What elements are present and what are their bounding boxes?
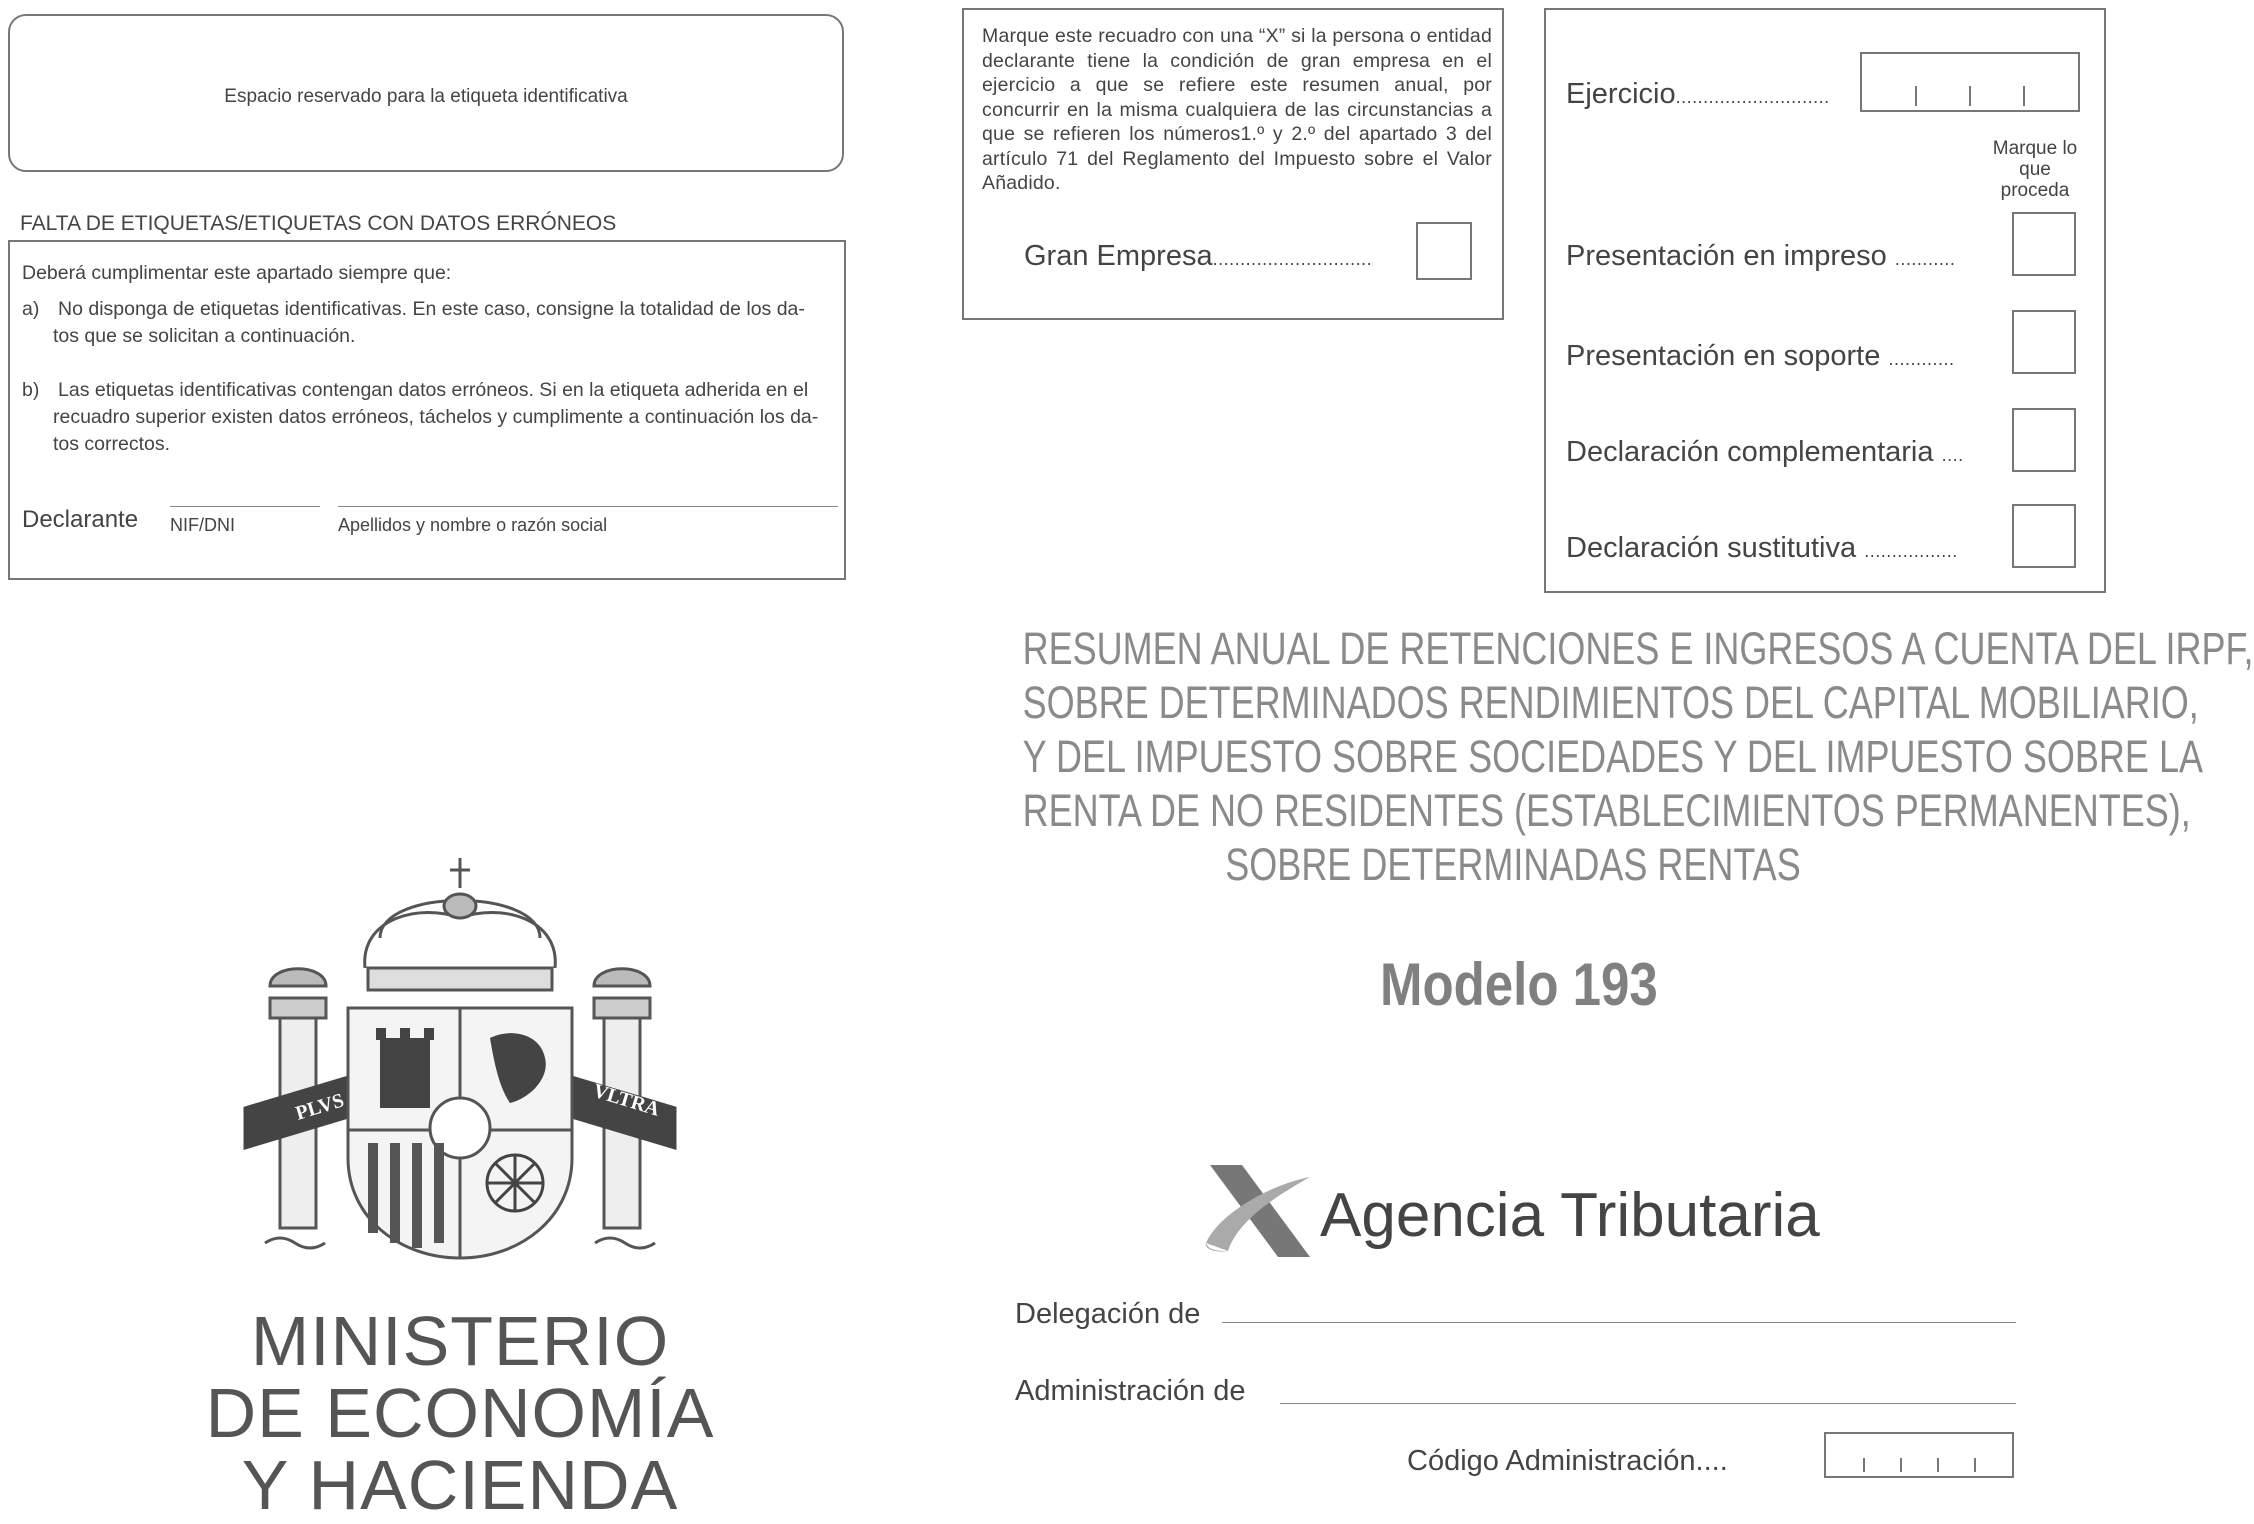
- delegacion-input[interactable]: [1222, 1322, 2016, 1323]
- option-impreso-label: Presentación en impreso: [1566, 240, 1887, 272]
- administracion-input[interactable]: [1280, 1403, 2016, 1404]
- motto-left: PLVS: [293, 1089, 347, 1125]
- option-sustitutiva-label: Declaración sustitutiva: [1566, 532, 1857, 564]
- item-a-line2: tos que se solicitan a continuación.: [53, 325, 356, 347]
- option-complementaria-checkbox[interactable]: [2012, 408, 2076, 472]
- option-sustitutiva-checkbox[interactable]: [2012, 504, 2076, 568]
- item-b-line3: tos correctos.: [53, 433, 171, 455]
- codigo-input[interactable]: [1824, 1432, 2014, 1478]
- codigo-dots: ....: [1695, 1445, 1728, 1477]
- nif-label: NIF/DNI: [170, 515, 235, 535]
- declarante-label: Declarante: [22, 506, 139, 533]
- option-soporte-label: Presentación en soporte: [1566, 340, 1881, 372]
- ministry-line-3: Y HACIENDA: [241, 1446, 679, 1524]
- option-sustitutiva-dots: .................: [1864, 541, 1958, 561]
- title-line-4: RENTA DE NO RESIDENTES (ESTABLECIMIENTOS PERMANENTES),: [1022, 785, 2191, 836]
- gran-empresa-section: [962, 8, 1504, 320]
- gran-empresa-text: Marque este recuadro con una “X” si la persona o entidad declarante tiene la condición de gran empresa en el ejercicio a que se refiere este resumen anual, por concurrir en la misma cualquiera de las circunstancias a que se refieren los números1.º y 2.º del apartado 3 del artículo 71 del Reglamento del Impuesto sobre el Valor Añadido.: [982, 25, 1492, 194]
- missing-labels-intro: Deberá cumplimentar este apartado siempre que:: [22, 262, 452, 284]
- item-a-marker: a): [22, 298, 40, 320]
- codigo-row: [1407, 1445, 1728, 1478]
- option-soporte-checkbox[interactable]: [2012, 310, 2076, 374]
- missing-labels-section: [8, 240, 846, 580]
- ejercicio-section: [1544, 8, 2106, 593]
- option-complementaria-dots: ....: [1941, 445, 1964, 465]
- missing-labels-title: FALTA DE ETIQUETAS/ETIQUETAS CON DATOS ERRÓNEOS: [20, 212, 617, 235]
- option-impreso-dots: ...........: [1894, 249, 1956, 269]
- gran-empresa-checkbox[interactable]: [1416, 222, 1472, 280]
- coat-of-arms-icon: [250, 858, 670, 1278]
- marque-note: Marque lo que proceda: [1992, 138, 2078, 201]
- ministry-line-2: DE ECONOMÍA: [205, 1374, 715, 1452]
- delegacion-label: Delegación de: [1015, 1298, 1201, 1330]
- title-line-3: Y DEL IMPUESTO SOBRE SOCIEDADES Y DEL IMPUESTO SOBRE LA: [1022, 731, 2203, 782]
- agency-name: Agencia Tributaria: [1320, 1181, 1820, 1250]
- codigo-label: Código Administración: [1407, 1445, 1696, 1477]
- ejercicio-label: Ejercicio: [1566, 78, 1676, 110]
- item-b-line2: recuadro superior existen datos erróneos, táchelos y cumplimente a continuación los da-: [53, 406, 819, 428]
- item-b-marker: b): [22, 379, 40, 401]
- motto-right: VLTRA: [590, 1079, 663, 1121]
- ejercicio-dots: ............................: [1675, 87, 1830, 107]
- title-line-1: RESUMEN ANUAL DE RETENCIONES E INGRESOS A CUENTA DEL IRPF,: [1022, 623, 2254, 674]
- option-sustitutiva-row: [1566, 532, 1958, 565]
- item-b-line1: Las etiquetas identificativas contengan datos erróneos. Si en la etiqueta adherida en el: [58, 379, 809, 401]
- option-soporte-dots: ............: [1888, 349, 1955, 369]
- title-line-5: SOBRE DETERMINADAS RENTAS: [1225, 839, 1801, 890]
- option-impreso-row: [1566, 240, 1955, 273]
- modelo-number: Modelo 193: [1380, 951, 1658, 1018]
- option-complementaria-label: Declaración complementaria: [1566, 436, 1934, 468]
- ministry-line-1: MINISTERIO: [250, 1302, 670, 1380]
- ejercicio-row: [1566, 78, 1830, 111]
- ejercicio-year-input[interactable]: [1860, 52, 2080, 112]
- administracion-label: Administración de: [1015, 1375, 1246, 1407]
- gran-empresa-label: Gran Empresa: [1024, 240, 1213, 272]
- form-title: [1022, 622, 2254, 892]
- gran-empresa-row: [1024, 240, 1372, 273]
- label-area: [8, 14, 844, 172]
- nif-input[interactable]: [170, 506, 320, 507]
- option-complementaria-row: [1566, 436, 1964, 469]
- item-a-line1: No disponga de etiquetas identificativas. En este caso, consigne la totalidad de los da-: [58, 298, 805, 320]
- option-impreso-checkbox[interactable]: [2012, 212, 2076, 276]
- option-soporte-row: [1566, 340, 1954, 373]
- name-input[interactable]: [338, 506, 838, 507]
- gran-empresa-dots: .............................: [1212, 249, 1373, 269]
- title-line-2: SOBRE DETERMINADOS RENDIMIENTOS DEL CAPITAL MOBILIARIO,: [1022, 677, 2199, 728]
- name-label: Apellidos y nombre o razón social: [338, 515, 608, 535]
- ministry-name: [180, 1302, 740, 1524]
- label-area-text: Espacio reservado para la etiqueta identificativa: [224, 86, 628, 107]
- agency-logo-icon: [1198, 1165, 1320, 1257]
